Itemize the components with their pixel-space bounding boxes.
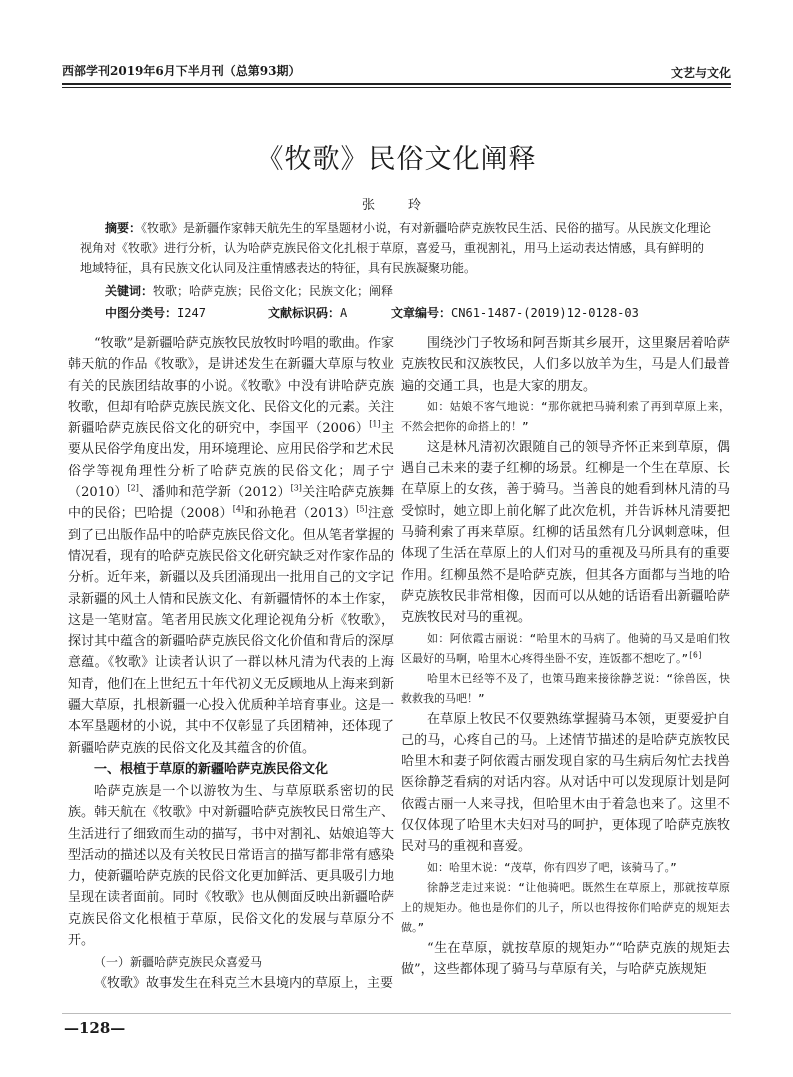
abstract-text: 《牧歌》是新疆作家韩天航先生的军垦题材小说，有对新疆哈萨克族牧民生活、民俗的描写。从民族文化理论视角对《牧歌》进行分析，认为哈萨克族民俗文化扎根于草原，喜爱马，重视割礼，用马上运动表达情感，具有鲜明的地域特征，具有民族文化认同及注重情感表达的特征，具有民族凝聚功能。	[80, 221, 712, 275]
keywords-text: 牧歌；哈萨克族；民俗文化；民族文化；阐释	[153, 284, 394, 298]
clc-number: 中图分类号：I247	[105, 306, 206, 320]
paragraph: 在草原上牧民不仅要熟练掌握骑马本领，更要爱护自己的马，心疼自己的马。上述情节描述的是哈萨克族牧民哈里木和妻子阿依霞古丽发现自家的马生病后匆忙去找兽医徐静芝看病的对话内容。从对话中可以发现原计划是阿依霞古丽一人来寻找，但哈里木由于着急也来了。这里不仅仅体现了哈里木夫妇对马的呵护，更体现了哈萨克族牧民对马的重视和喜爱。	[401, 711, 730, 855]
citation[interactable]: [5]	[356, 505, 368, 515]
paragraph: “生在草原，就按草原的规矩办”“哈萨克族的规矩去做”，这些都体现了骑马与草原有关，与哈萨克族规矩	[401, 940, 730, 977]
quotation: 如：哈里木说：“茂草，你有四岁了吧，该骑马了。”	[427, 860, 677, 874]
article-number: 文章编号：CN61-1487-(2019)12-0128-03	[391, 306, 639, 320]
paragraph: 《牧歌》故事发生在科克兰木县境内的草原上，主要	[94, 976, 394, 992]
document-code: 文献标识码：A	[268, 306, 348, 320]
body-column-left	[68, 333, 394, 995]
abstract-label: 摘要：	[105, 221, 142, 235]
paragraph: “牧歌”是新疆哈萨克族牧民放牧时吟唱的歌曲。作家韩天航的作品《牧歌》，是讲述发生在新疆大草原与牧业有关的民族团结故事的小说。《牧歌》中没有讲哈萨克族牧歌，但却有哈萨克族民族文化、民俗文化的元素。关注新疆哈萨克族民俗文化的研究中，李国平（2006）[1]主要从民俗学角度出发，用环境理论、应用民俗学和艺术民俗学等视角理性分析了哈萨克族的民俗文化；周子宁（2010）[2]、潘帅和范学新（2012）[3]关注哈萨克族舞中的民俗；巴哈提（2008）[4]和孙艳君（2013）[5]注意到了已出版作品中的哈萨克族民俗文化。但从笔者掌握的情况看，现有的哈萨克族民俗文化研究缺乏对作家作品的分析。近年来，新疆以及兵团涌现出一批用自己的文字记录新疆的风土人情和民族文化、有新疆情怀的本土作家，这是一笔财富。笔者用民族文化理论视角分析《牧歌》，探讨其中蕴含的新疆哈萨克族民俗文化价值和背后的深厚意蕴。《牧歌》让读者认识了一群以林凡清为代表的上海知青，他们在上世纪五十年代初义无反顾地从上海来到新疆大草原，扎根新疆一心投入优质种羊培育事业。这是一本军垦题材的小说，其中不仅彰显了兵团精神，还体现了新疆哈萨克族的民俗文化及其蕴含的价值。	[68, 336, 394, 756]
header-rule-thin	[62, 87, 731, 88]
keywords	[105, 282, 393, 299]
citation[interactable]: [4]	[232, 505, 245, 515]
footer-rule	[62, 1013, 731, 1014]
subsection-heading: （一）新疆哈萨克族民众喜爱马	[94, 955, 263, 970]
journal-issue: 西部学刊2019年6月下半月刊（总第93期）	[62, 64, 301, 78]
paragraph: 围绕沙门子牧场和阿吾斯其乡展开，这里聚居着哈萨克族牧民和汉族牧民，人们多以放羊为生，马是人们最普遍的交通工具，也是大家的朋友。	[401, 336, 730, 394]
header-rule-thick	[62, 83, 731, 85]
body-column-right	[401, 333, 730, 980]
citation[interactable]: [2]	[127, 483, 139, 493]
quotation: 哈里木已经等不及了，也策马跑来接徐静芝说：“徐兽医，快救救我的马吧！”	[401, 671, 730, 705]
keywords-label: 关键词：	[105, 284, 154, 298]
section-name: 文艺与文化	[670, 66, 731, 80]
abstract	[80, 218, 712, 278]
paragraph: 哈萨克族是一个以游牧为生、与草原联系密切的民族。韩天航在《牧歌》中对新疆哈萨克族牧民日常生产、生活进行了细致而生动的描写，书中对割礼、姑娘追等大型活动的描述以及有关牧民日常语言的描写都非常有感染力，使新疆哈萨克族的民俗文化更加鲜活、更具吸引力地呈现在读者面前。同时《牧歌》也从侧面反映出新疆哈萨克族民俗文化根植于草原，民俗文化的发展与草原分不开。	[68, 783, 394, 949]
quotation: 如：姑娘不客气地说：“那你就把马骑利索了再到草原上来，不然会把你的命搭上的！”	[401, 399, 730, 433]
running-header	[62, 60, 731, 82]
page-number: —128—	[64, 1019, 126, 1037]
citation[interactable]: [6]	[688, 649, 703, 659]
quotation: 如：阿依霞古丽说：“哈里木的马病了。他骑的马又是咱们牧区最好的马啊，哈里木心疼得坐卧不安，连饭都不想吃了。”[6]	[401, 631, 730, 665]
article-title: 《牧歌》民俗文化阐释	[256, 144, 537, 175]
paragraph: 这是林凡清初次跟随自己的领导齐怀正来到草原，偶遇自己未来的妻子红柳的场景。红柳是一个生在草原、长在草原上的女孩，善于骑马。当善良的她看到林凡清的马受惊时，她立即上前化解了此次危机，并告诉林凡清要把马骑利索了再来草原。红柳的话虽然有几分讽刺意味，但体现了生活在草原上的人们对马的重视及马所具有的重要作用。红柳虽然不是哈萨克族，但其各方面都与当地的哈萨克族牧民非常相像，因而可以从她的话语看出新疆哈萨克族牧民对马的重视。	[401, 439, 730, 626]
author-name: 张 玲	[361, 198, 431, 213]
quotation: 徐静芝走过来说：“让他骑吧。既然生在草原上，那就按草原上的规矩办。他也是你们的儿子，所以也得按你们哈萨克的规矩去做。”	[401, 880, 730, 934]
citation[interactable]: [3]	[290, 483, 302, 493]
section-heading: 一、根植于草原的新疆哈萨克族民俗文化	[94, 761, 329, 777]
citation[interactable]: [1]	[369, 419, 381, 429]
